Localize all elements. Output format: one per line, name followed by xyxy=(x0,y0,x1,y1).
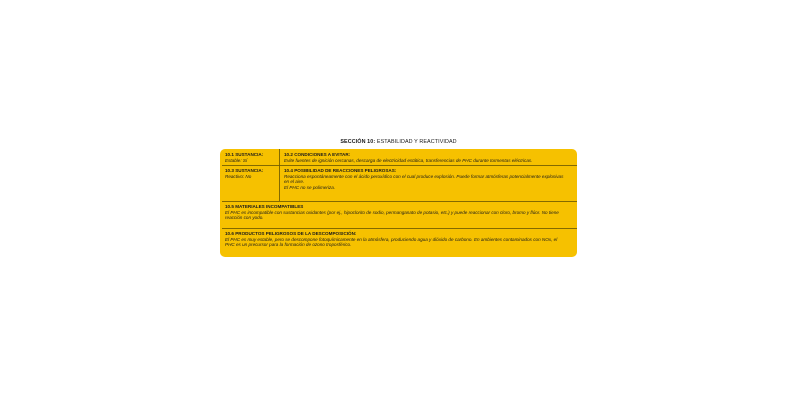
hazardous-reactions-heading: 10.4 POSIBILIDAD DE REACCIONES PELIGROSAS: xyxy=(284,168,397,173)
reactivity-text: Reactivo: No xyxy=(225,173,252,179)
conditions-to-avoid-heading: 10.2 CONDICIONES A EVITAR: xyxy=(284,152,351,157)
reactivity-heading: 10.3 SUSTANCIA: xyxy=(225,168,264,173)
reactivity-cell xyxy=(225,168,277,179)
decomposition-products-text: El PHC es muy estable, pero se descompone fotoquímicamente en la atmósfera, produciendo agua y dióxido de carbono. En ambientes contaminados con NOx, el PHC es un precursor para la formación de ozono troposférico. xyxy=(225,236,558,248)
polymerization-text: El PHC no se polimeriza. xyxy=(284,184,336,190)
hazardous-reactions-cell xyxy=(284,168,567,190)
decomposition-products-cell xyxy=(225,231,567,248)
incompatible-materials-heading: 10.5 MATERIALES INCOMPATIBLES xyxy=(225,204,304,209)
row-decomposition-products xyxy=(220,228,577,257)
incompatible-materials-text: El PHC es incompatible con sustancias oxidantes (por ej., hipoclorito de sodio, permanganato de potasio, etc.) y puede reaccionar con cloro, bromo y flúor. No tiene reacción con yodo. xyxy=(225,209,559,221)
stability-cell xyxy=(225,152,277,163)
hazardous-reactions-text: Reacciona espontáneamente con el ácido peroxídico con el cual produce explosión. Puede formar atmósferas potencialmente explosivas en el aire. xyxy=(284,173,564,185)
section-title xyxy=(220,139,577,146)
stability-heading: 10.1 SUSTANCIA: xyxy=(225,152,264,157)
row-substance-reactivity xyxy=(220,165,577,201)
section-name: ESTABILIDAD Y REACTIVIDAD xyxy=(375,139,457,145)
decomposition-products-heading: 10.6 PRODUCTOS PELIGROSOS DE LA DESCOMPOSICIÓN: xyxy=(225,231,357,236)
incompatible-materials-cell xyxy=(225,204,567,221)
section-number: SECCIÓN 10: xyxy=(340,139,376,145)
conditions-to-avoid-text: Evite fuentes de ignición cercanas, descarga de electricidad estática, transferencias de PHC durante tormentas eléctricas. xyxy=(284,157,533,163)
stability-reactivity-card xyxy=(220,149,577,257)
row-incompatible-materials xyxy=(220,201,577,228)
row-substance-stability xyxy=(220,149,577,165)
stability-text: Estable: Sí xyxy=(225,157,248,163)
conditions-to-avoid-cell xyxy=(284,152,567,163)
